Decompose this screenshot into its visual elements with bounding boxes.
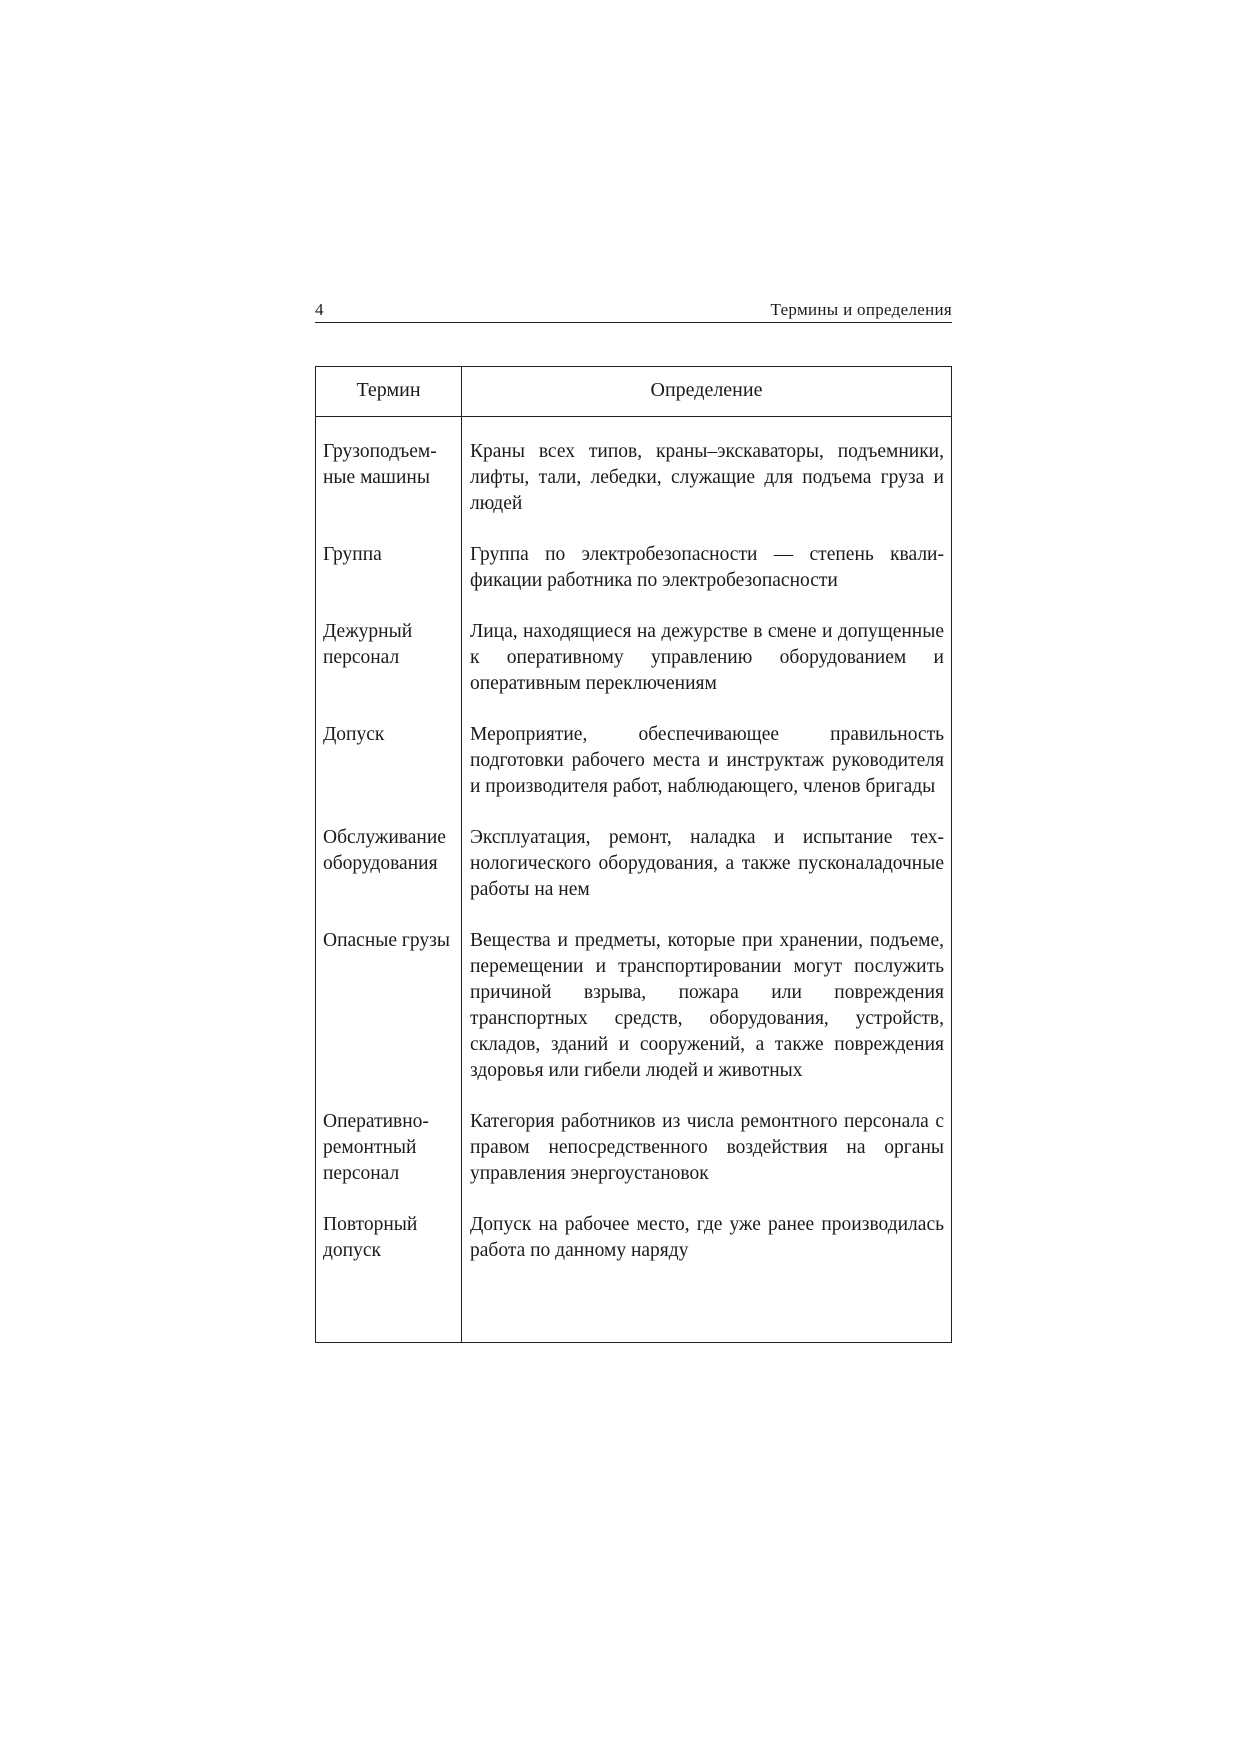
term-cell: Обслуживание оборудования (323, 827, 446, 874)
table-row (316, 1109, 951, 1187)
section-title: Термины и определения (770, 300, 952, 319)
terms-table (315, 366, 952, 1343)
running-head (315, 300, 952, 323)
definition-cell: Мероприятие, обеспечивающее правильность подготовки рабочего места и инструктаж руководителя и производителя работ, наблюдающего, членов бригады (470, 724, 944, 797)
term-cell: Дежурный персонал (323, 621, 413, 668)
page-number: 4 (315, 300, 324, 319)
definition-cell: Лица, находящиеся на дежурстве в смене и допущенные к оперативному управлению оборудованием и оперативным переключениям (470, 621, 944, 694)
term-cell: Грузоподъемные машины (323, 441, 437, 488)
term-cell: Опасные грузы (323, 930, 450, 951)
definition-cell: Группа по электробезопасности — степень квалификации работника по электробезопасности (470, 544, 944, 591)
term-cell: Группа (323, 544, 382, 565)
table-row (316, 928, 951, 1084)
table-row (316, 619, 951, 697)
table-row (316, 722, 951, 800)
table-row (316, 439, 951, 517)
definition-cell: Вещества и предметы, которые при хранении, подъеме, перемещении и транспортировании могут послужить причиной взрыва, пожара или повреждения транспортных средств, оборудования, устройств, складов, зданий и сооружений, а также повреждения здоровья или гибели людей и животных (470, 930, 944, 1081)
definition-cell: Категория работников из числа ремонтного персонала с правом непосредственного воздействия на органы управления энергоустановок (470, 1111, 944, 1184)
table-row (316, 825, 951, 903)
definition-cell: Краны всех типов, краны–экскаваторы, подъемники, лифты, тали, лебедки, служащие для подъема груза и людей (470, 441, 944, 514)
term-cell: Допуск (323, 724, 385, 745)
table-row (316, 1212, 951, 1264)
table-header-row (316, 367, 951, 417)
table-row (316, 542, 951, 594)
term-cell: Повторный допуск (323, 1214, 418, 1261)
header-definition: Определение (650, 379, 763, 401)
header-term: Термин (356, 379, 421, 401)
definition-cell: Допуск на рабочее место, где уже ранее производилась работа по данному наряду (470, 1214, 944, 1261)
term-cell: Оперативно-ремонтный персонал (323, 1111, 429, 1184)
definition-cell: Эксплуатация, ремонт, наладка и испытание технологического оборудования, а также пусконаладочные работы на нем (470, 827, 944, 900)
table-body (316, 439, 951, 1289)
